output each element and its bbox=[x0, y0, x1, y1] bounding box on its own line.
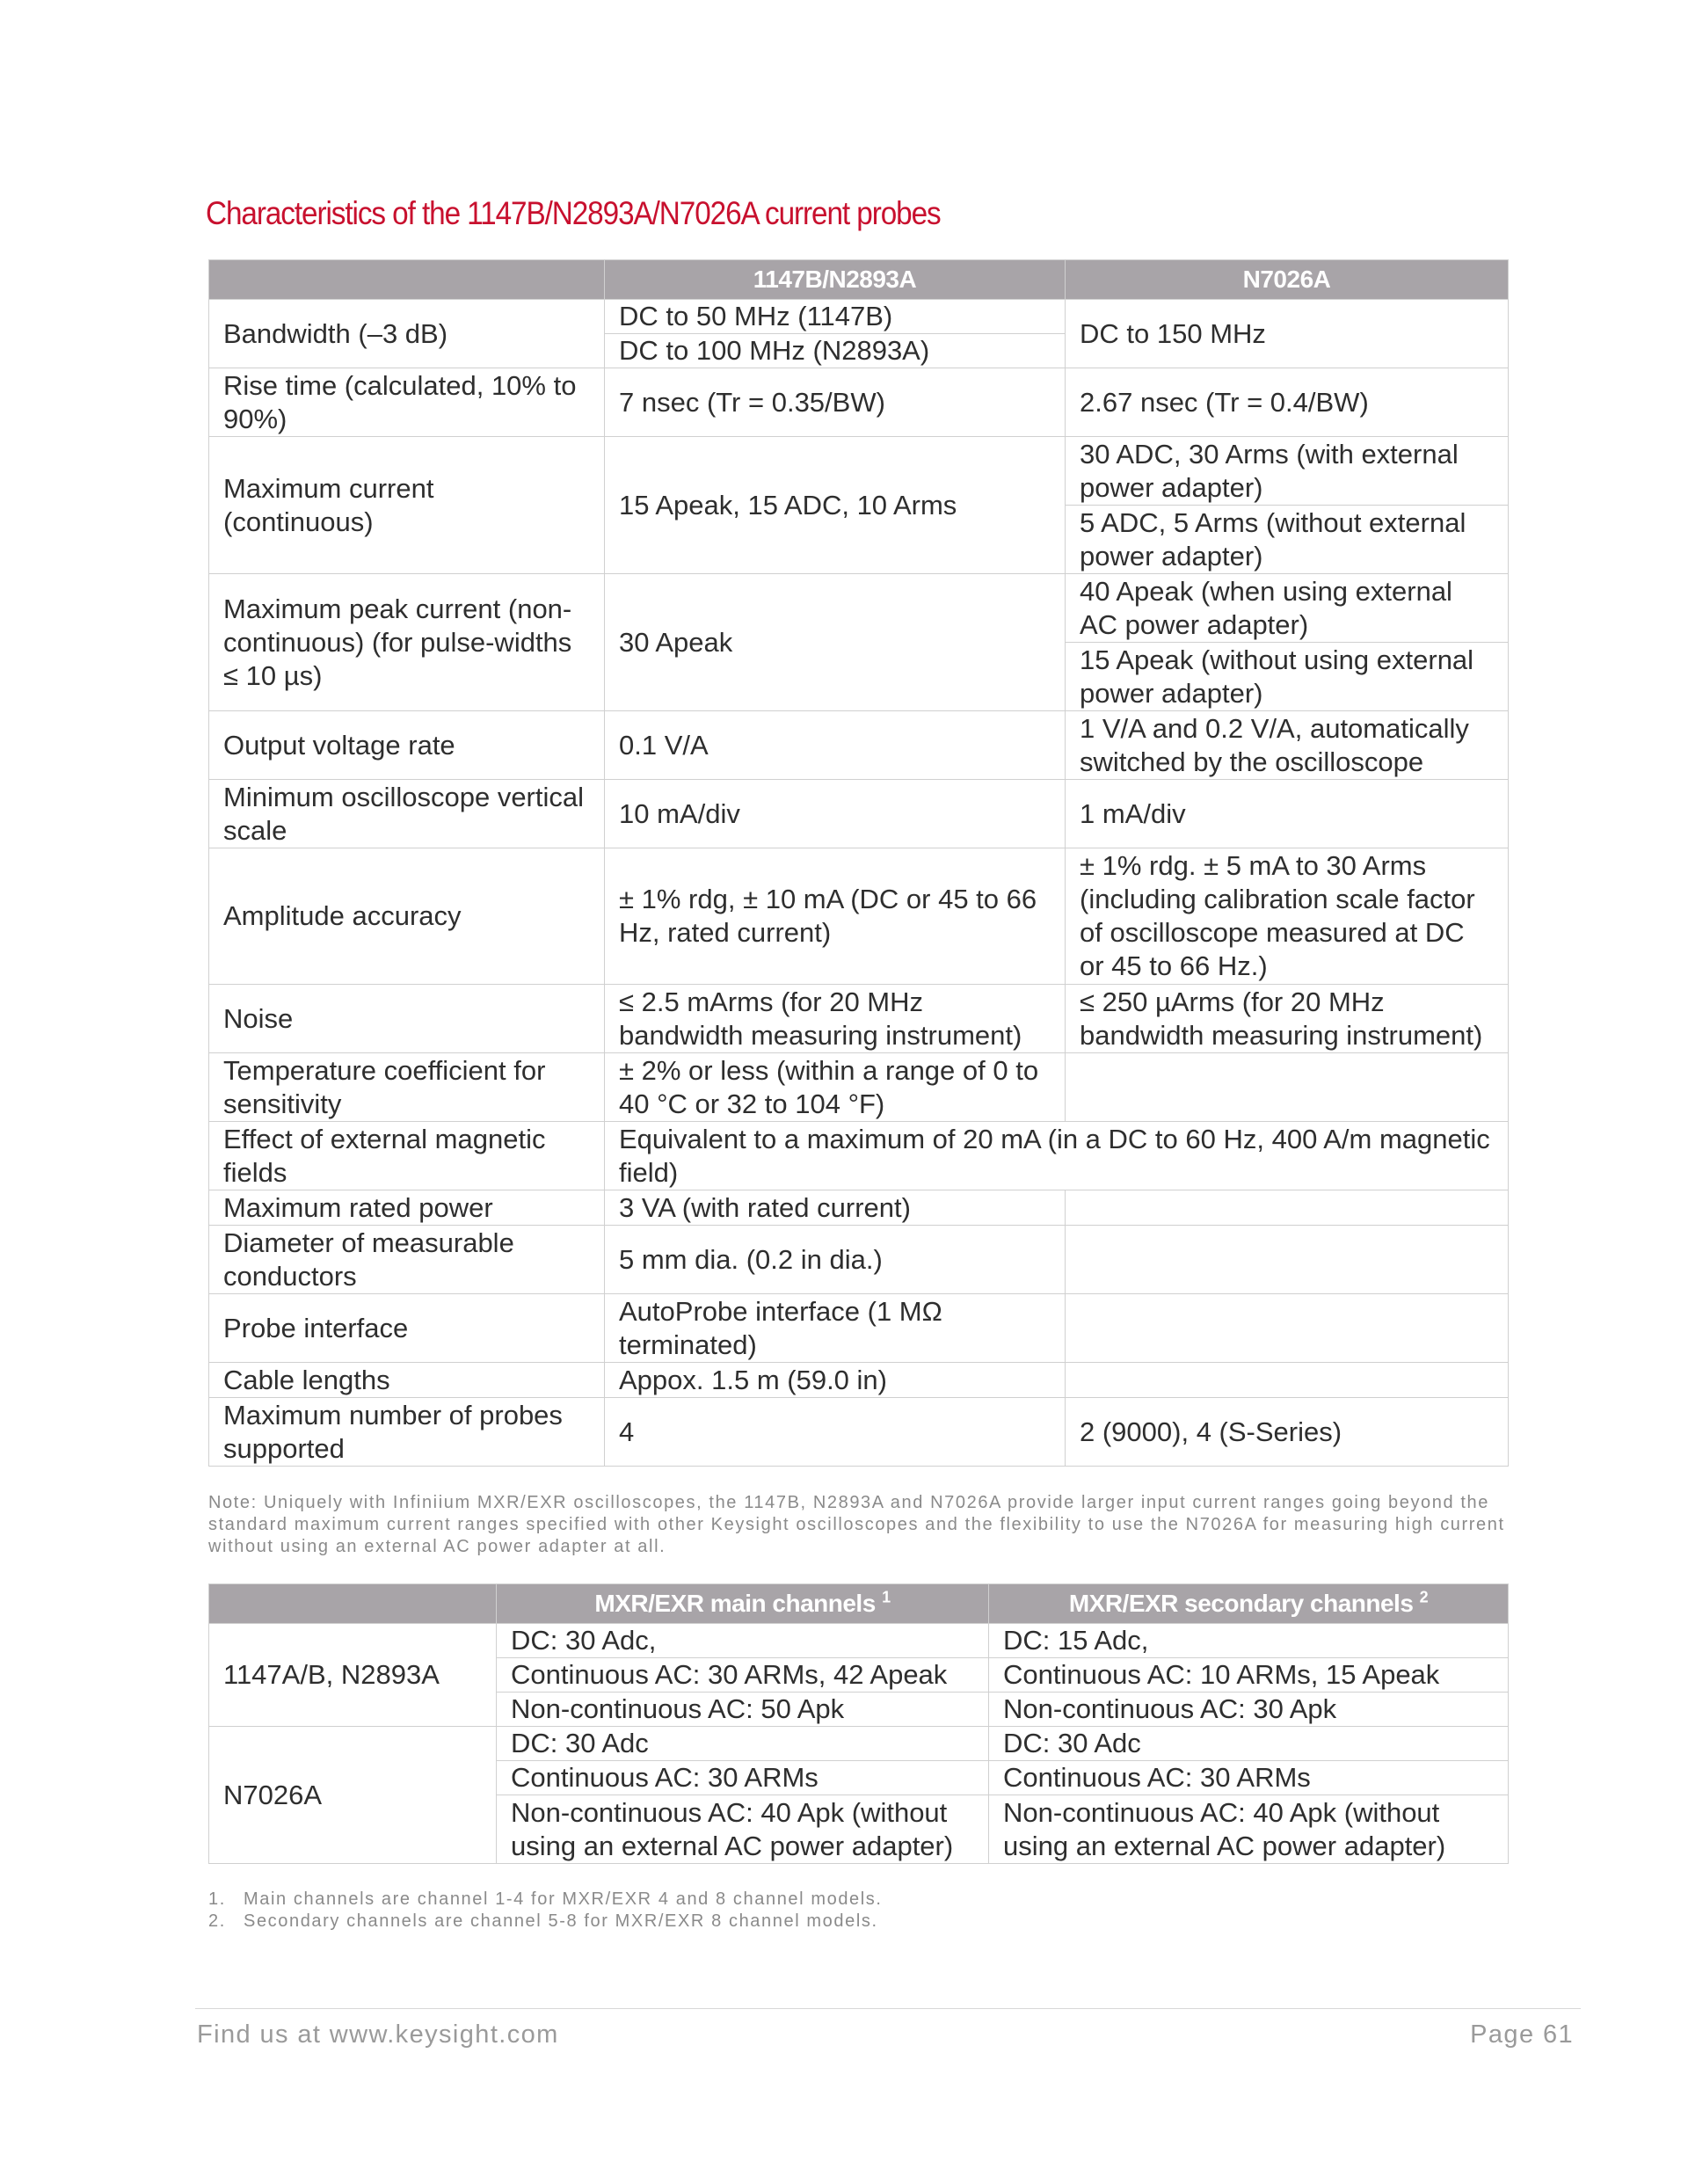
cell-value: 1 V/A and 0.2 V/A, automatically switched by the oscilloscope bbox=[1066, 711, 1509, 780]
page-title: Characteristics of the 1147B/N2893A/N7026A current probes bbox=[206, 195, 941, 231]
cell-value: 4 bbox=[605, 1398, 1066, 1467]
footnote-item bbox=[208, 1889, 883, 1911]
cell-value bbox=[1066, 1294, 1509, 1363]
table-row bbox=[209, 1122, 1509, 1190]
header-empty-cell bbox=[209, 260, 605, 300]
cell-value: DC: 30 Adc bbox=[989, 1727, 1509, 1761]
cell-value: DC to 150 MHz bbox=[1066, 300, 1509, 368]
row-label: Maximum peak current (non-continuous) (for pulse-widths ≤ 10 µs) bbox=[209, 574, 605, 711]
row-label: Diameter of measurable conductors bbox=[209, 1226, 605, 1294]
footnotes bbox=[208, 1889, 883, 1933]
cell-value: ≤ 2.5 mArms (for 20 MHz bandwidth measuring instrument) bbox=[605, 985, 1066, 1053]
cell-value: Continuous AC: 30 ARMs bbox=[989, 1761, 1509, 1795]
row-label: Cable lengths bbox=[209, 1363, 605, 1398]
table-row bbox=[209, 368, 1509, 437]
row-label: Minimum oscilloscope vertical scale bbox=[209, 780, 605, 848]
header-secondary-channels bbox=[989, 1584, 1509, 1624]
cell-value: Non-continuous AC: 40 Apk (without using an external AC power adapter) bbox=[989, 1795, 1509, 1864]
cell-value: ± 2% or less (within a range of 0 to 40 °C or 32 to 104 °F) bbox=[605, 1053, 1066, 1122]
header-n7026a: N7026A bbox=[1066, 260, 1509, 300]
row-label: Maximum number of probes supported bbox=[209, 1398, 605, 1467]
row-label: N7026A bbox=[209, 1727, 497, 1864]
page-number: Page 61 bbox=[1470, 2020, 1574, 2049]
characteristics-table bbox=[208, 259, 1509, 1467]
cell-value: Continuous AC: 30 ARMs, 42 Apeak bbox=[497, 1658, 989, 1693]
footnote-number: 2. bbox=[208, 1911, 226, 1931]
cell-value: Appox. 1.5 m (59.0 in) bbox=[605, 1363, 1066, 1398]
table-row bbox=[209, 1398, 1509, 1467]
row-label: Maximum rated power bbox=[209, 1190, 605, 1226]
row-label: Effect of external magnetic fields bbox=[209, 1122, 605, 1190]
cell-value: 3 VA (with rated current) bbox=[605, 1190, 1066, 1226]
table-row bbox=[209, 985, 1509, 1053]
cell-value: 40 Apeak (when using external AC power adapter) bbox=[1066, 574, 1509, 643]
row-label: Output voltage rate bbox=[209, 711, 605, 780]
cell-value: DC: 30 Adc, bbox=[497, 1624, 989, 1658]
table-row bbox=[209, 848, 1509, 985]
table-row bbox=[209, 1727, 1509, 1761]
header-empty-cell bbox=[209, 1584, 497, 1624]
cell-value: 2.67 nsec (Tr = 0.4/BW) bbox=[1066, 368, 1509, 437]
header-1147b-n2893a: 1147B/N2893A bbox=[605, 260, 1066, 300]
table-row bbox=[209, 1226, 1509, 1294]
table-row bbox=[209, 437, 1509, 506]
cell-value: AutoProbe interface (1 MΩ terminated) bbox=[605, 1294, 1066, 1363]
cell-value: Equivalent to a maximum of 20 mA (in a DC to 60 Hz, 400 A/m magnetic field) bbox=[605, 1122, 1509, 1190]
footnote-text: Main channels are channel 1-4 for MXR/EXR 4 and 8 channel models. bbox=[244, 1889, 883, 1909]
table-row bbox=[209, 1363, 1509, 1398]
cell-value: 5 ADC, 5 Arms (without external power adapter) bbox=[1066, 506, 1509, 574]
cell-value: 15 Apeak, 15 ADC, 10 Arms bbox=[605, 437, 1066, 574]
cell-value: Non-continuous AC: 40 Apk (without using an external AC power adapter) bbox=[497, 1795, 989, 1864]
header-main-label: MXR/EXR main channels bbox=[594, 1590, 876, 1617]
cell-value bbox=[1066, 1226, 1509, 1294]
cell-value: Continuous AC: 10 ARMs, 15 Apeak bbox=[989, 1658, 1509, 1693]
table-row bbox=[209, 1190, 1509, 1226]
cell-value: ± 1% rdg. ± 5 mA to 30 Arms (including calibration scale factor of oscilloscope measured at DC or 45 to 66 Hz.) bbox=[1066, 848, 1509, 985]
row-label: Rise time (calculated, 10% to 90%) bbox=[209, 368, 605, 437]
header-main-channels bbox=[497, 1584, 989, 1624]
cell-value: 30 Apeak bbox=[605, 574, 1066, 711]
row-label: Bandwidth (–3 dB) bbox=[209, 300, 605, 368]
cell-value: DC: 15 Adc, bbox=[989, 1624, 1509, 1658]
cell-value: 15 Apeak (without using external power adapter) bbox=[1066, 643, 1509, 711]
row-label: Temperature coefficient for sensitivity bbox=[209, 1053, 605, 1122]
footnote-ref: 1 bbox=[882, 1588, 891, 1606]
cell-value: DC: 30 Adc bbox=[497, 1727, 989, 1761]
cell-value: DC to 100 MHz (N2893A) bbox=[605, 334, 1066, 368]
row-label: Noise bbox=[209, 985, 605, 1053]
footnote-ref: 2 bbox=[1419, 1588, 1429, 1606]
table-row bbox=[209, 1053, 1509, 1122]
cell-value: Non-continuous AC: 50 Apk bbox=[497, 1693, 989, 1727]
row-label: Probe interface bbox=[209, 1294, 605, 1363]
row-label: 1147A/B, N2893A bbox=[209, 1624, 497, 1727]
cell-value: 7 nsec (Tr = 0.35/BW) bbox=[605, 368, 1066, 437]
footer-divider bbox=[195, 2008, 1581, 2009]
cell-value: 5 mm dia. (0.2 in dia.) bbox=[605, 1226, 1066, 1294]
table-row bbox=[209, 300, 1509, 334]
table-row bbox=[209, 711, 1509, 780]
table-header-row bbox=[209, 1584, 1509, 1624]
note-text: Note: Uniquely with Infiniium MXR/EXR oscilloscopes, the 1147B, N2893A and N7026A provide larger input current ranges going beyond the standard maximum current ranges specified with other Keysight oscilloscopes and the flexibility to use the N7026A for measuring high current without using an external AC power adapter at all. bbox=[208, 1493, 1505, 1556]
footnote-item bbox=[208, 1911, 883, 1933]
cell-value: DC to 50 MHz (1147B) bbox=[605, 300, 1066, 334]
cell-value: Non-continuous AC: 30 Apk bbox=[989, 1693, 1509, 1727]
cell-value bbox=[1066, 1053, 1509, 1122]
cell-value: 30 ADC, 30 Arms (with external power adapter) bbox=[1066, 437, 1509, 506]
header-secondary-label: MXR/EXR secondary channels bbox=[1068, 1590, 1414, 1617]
table-row bbox=[209, 1294, 1509, 1363]
cell-value bbox=[1066, 1363, 1509, 1398]
cell-value: 10 mA/div bbox=[605, 780, 1066, 848]
table-row bbox=[209, 1624, 1509, 1658]
cell-value: ≤ 250 µArms (for 20 MHz bandwidth measuring instrument) bbox=[1066, 985, 1509, 1053]
cell-value: 0.1 V/A bbox=[605, 711, 1066, 780]
channel-ranges-table bbox=[208, 1583, 1509, 1864]
table-row bbox=[209, 574, 1509, 643]
table-header-row bbox=[209, 260, 1509, 300]
row-label: Amplitude accuracy bbox=[209, 848, 605, 985]
table-row bbox=[209, 780, 1509, 848]
footnote-text: Secondary channels are channel 5-8 for MXR/EXR 8 channel models. bbox=[244, 1911, 878, 1931]
row-label: Maximum current (continuous) bbox=[209, 437, 605, 574]
cell-value: Continuous AC: 30 ARMs bbox=[497, 1761, 989, 1795]
footer-website-link[interactable]: Find us at www.keysight.com bbox=[197, 2020, 559, 2049]
cell-value bbox=[1066, 1190, 1509, 1226]
footnote-number: 1. bbox=[208, 1889, 226, 1909]
cell-value: 1 mA/div bbox=[1066, 780, 1509, 848]
cell-value: 2 (9000), 4 (S-Series) bbox=[1066, 1398, 1509, 1467]
cell-value: ± 1% rdg, ± 10 mA (DC or 45 to 66 Hz, rated current) bbox=[605, 848, 1066, 985]
